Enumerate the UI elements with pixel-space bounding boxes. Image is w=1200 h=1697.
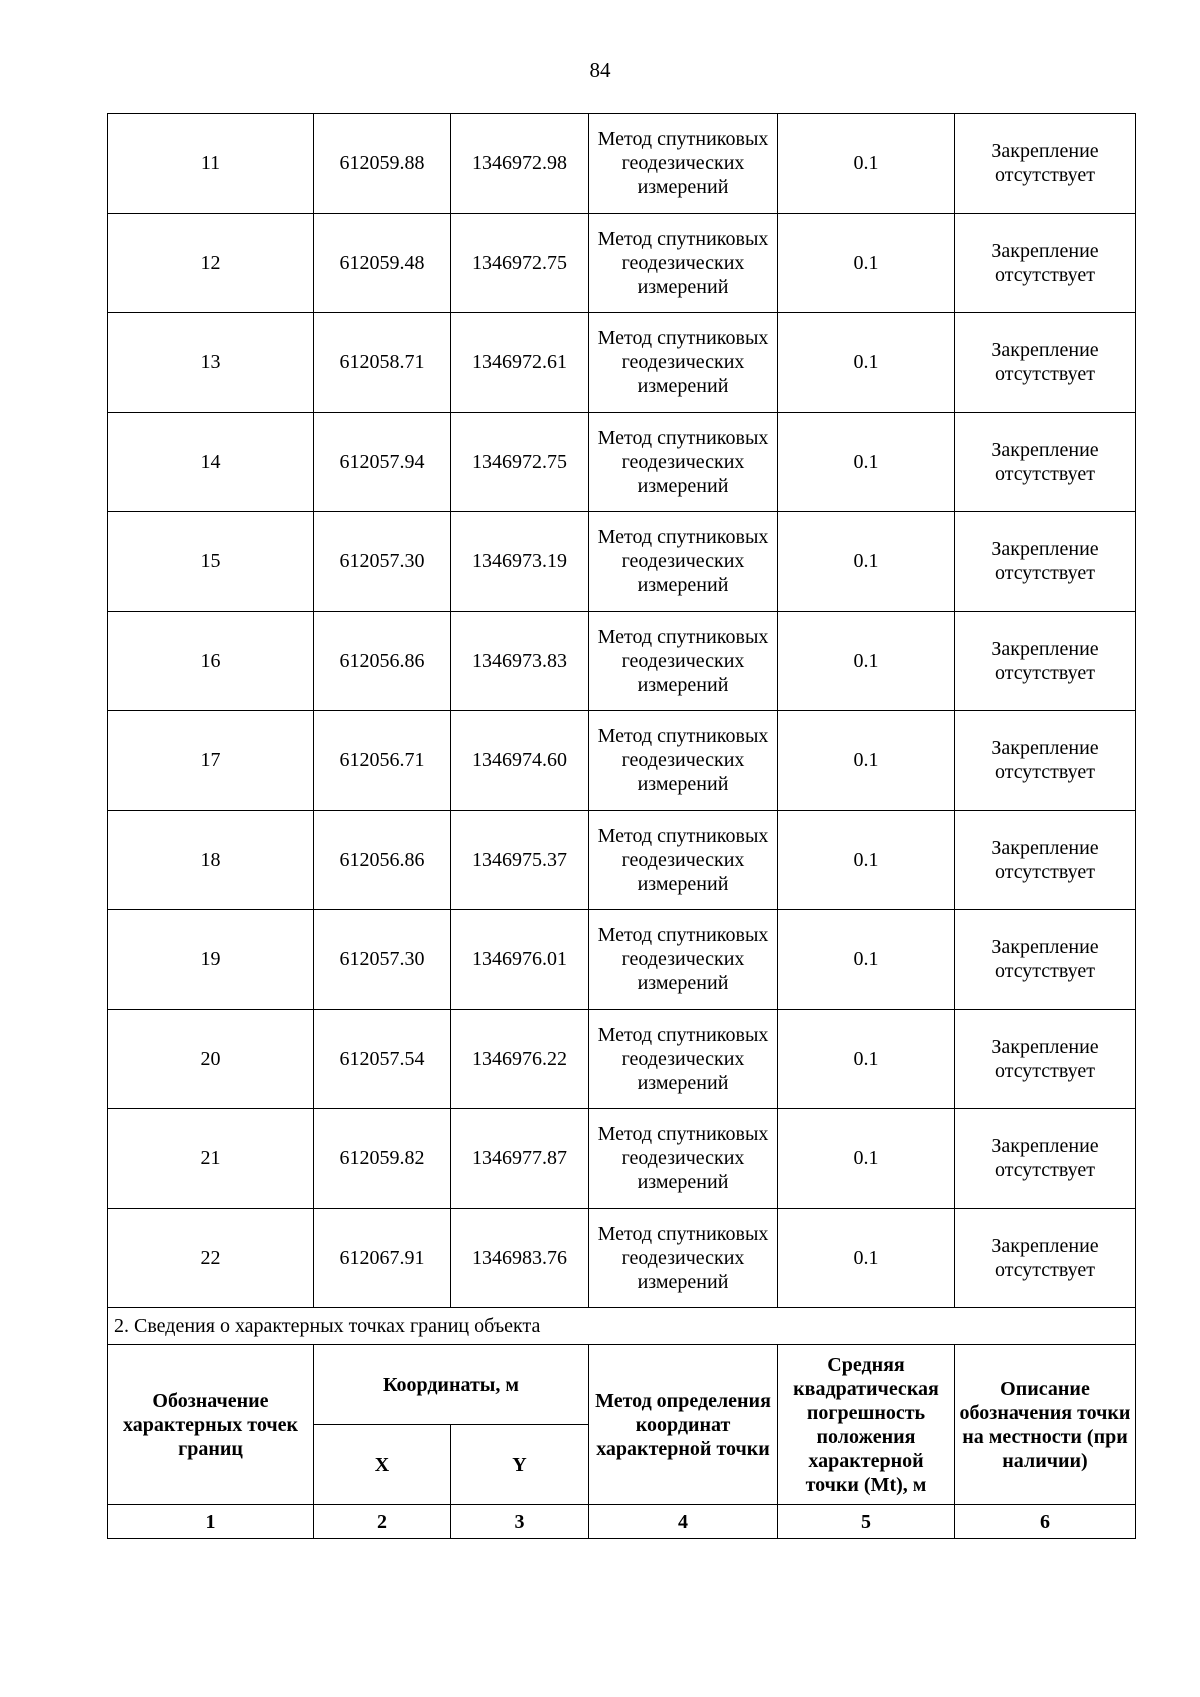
coord-x: 612059.48: [314, 213, 451, 313]
table-row: [108, 213, 1136, 313]
point-number: 22: [108, 1208, 314, 1308]
point-number: 13: [108, 313, 314, 413]
coord-y: 1346972.75: [451, 412, 589, 512]
mt-value: 0.1: [778, 810, 955, 910]
table-row: [108, 1109, 1136, 1209]
coord-x: 612059.82: [314, 1109, 451, 1209]
description-cell: Закрепление отсутствует: [955, 1208, 1136, 1308]
coord-x: 612057.54: [314, 1009, 451, 1109]
coord-x: 612057.30: [314, 910, 451, 1010]
method-cell: Метод спутниковых геодезических измерений: [589, 213, 778, 313]
mt-value: 0.1: [778, 412, 955, 512]
coord-y: 1346977.87: [451, 1109, 589, 1209]
coord-x: 612057.30: [314, 512, 451, 612]
point-number: 14: [108, 412, 314, 512]
description-cell: Закрепление отсутствует: [955, 313, 1136, 413]
method-cell: Метод спутниковых геодезических измерений: [589, 114, 778, 214]
description-cell: Закрепление отсутствует: [955, 114, 1136, 214]
description-cell: Закрепление отсутствует: [955, 910, 1136, 1010]
table-row: [108, 313, 1136, 413]
coord-y: 1346972.75: [451, 213, 589, 313]
header-x: X: [314, 1425, 451, 1505]
table-row: [108, 711, 1136, 811]
description-cell: Закрепление отсутствует: [955, 611, 1136, 711]
table-body: [108, 114, 1136, 1308]
column-number: 1: [108, 1505, 314, 1539]
header-row: [108, 1345, 1136, 1425]
coord-y: 1346976.01: [451, 910, 589, 1010]
coord-y: 1346972.98: [451, 114, 589, 214]
coord-x: 612059.88: [314, 114, 451, 214]
description-cell: Закрепление отсутствует: [955, 1109, 1136, 1209]
table-row: [108, 1009, 1136, 1109]
method-cell: Метод спутниковых геодезических измерений: [589, 611, 778, 711]
method-cell: Метод спутниковых геодезических измерений: [589, 1009, 778, 1109]
coord-x: 612058.71: [314, 313, 451, 413]
column-number-row: [108, 1505, 1136, 1539]
method-cell: Метод спутниковых геодезических измерений: [589, 810, 778, 910]
table-row: [108, 114, 1136, 214]
header-method: Метод определения координат характерной точки: [589, 1345, 778, 1505]
method-cell: Метод спутниковых геодезических измерений: [589, 1109, 778, 1209]
mt-value: 0.1: [778, 910, 955, 1010]
coord-y: 1346973.83: [451, 611, 589, 711]
point-number: 21: [108, 1109, 314, 1209]
point-number: 15: [108, 512, 314, 612]
page-number: 84: [589, 58, 611, 82]
point-number: 12: [108, 213, 314, 313]
point-number: 20: [108, 1009, 314, 1109]
column-number: 4: [589, 1505, 778, 1539]
mt-value: 0.1: [778, 611, 955, 711]
description-cell: Закрепление отсутствует: [955, 711, 1136, 811]
method-cell: Метод спутниковых геодезических измерений: [589, 412, 778, 512]
coord-y: 1346976.22: [451, 1009, 589, 1109]
point-number: 16: [108, 611, 314, 711]
section-2: [108, 1308, 1136, 1539]
table-row: [108, 810, 1136, 910]
coord-y: 1346974.60: [451, 711, 589, 811]
mt-value: 0.1: [778, 711, 955, 811]
mt-value: 0.1: [778, 313, 955, 413]
method-cell: Метод спутниковых геодезических измерений: [589, 1208, 778, 1308]
mt-value: 0.1: [778, 114, 955, 214]
table-row: [108, 611, 1136, 711]
mt-value: 0.1: [778, 1208, 955, 1308]
mt-value: 0.1: [778, 1009, 955, 1109]
coord-y: 1346975.37: [451, 810, 589, 910]
column-number: 5: [778, 1505, 955, 1539]
mt-value: 0.1: [778, 1109, 955, 1209]
description-cell: Закрепление отсутствует: [955, 512, 1136, 612]
description-cell: Закрепление отсутствует: [955, 213, 1136, 313]
header-designation: Обозначение характерных точек границ: [108, 1345, 314, 1505]
point-number: 17: [108, 711, 314, 811]
column-number: 6: [955, 1505, 1136, 1539]
table-row: [108, 512, 1136, 612]
coord-x: 612056.86: [314, 810, 451, 910]
description-cell: Закрепление отсутствует: [955, 810, 1136, 910]
method-cell: Метод спутниковых геодезических измерений: [589, 512, 778, 612]
mt-value: 0.1: [778, 512, 955, 612]
header-mt: Средняя квадратическая погрешность положения характерной точки (Mt), м: [778, 1345, 955, 1505]
header-description: Описание обозначения точки на местности (при наличии): [955, 1345, 1136, 1505]
coord-x: 612067.91: [314, 1208, 451, 1308]
column-number: 3: [451, 1505, 589, 1539]
coord-x: 612056.86: [314, 611, 451, 711]
column-number: 2: [314, 1505, 451, 1539]
header-coordinates: Координаты, м: [314, 1345, 589, 1425]
coord-y: 1346983.76: [451, 1208, 589, 1308]
coord-y: 1346972.61: [451, 313, 589, 413]
table-row: [108, 910, 1136, 1010]
description-cell: Закрепление отсутствует: [955, 412, 1136, 512]
table-row: [108, 1208, 1136, 1308]
mt-value: 0.1: [778, 213, 955, 313]
coord-x: 612056.71: [314, 711, 451, 811]
section-title-row: [108, 1308, 1136, 1345]
coord-x: 612057.94: [314, 412, 451, 512]
coord-y: 1346973.19: [451, 512, 589, 612]
point-number: 19: [108, 910, 314, 1010]
section-title: 2. Сведения о характерных точках границ объекта: [108, 1308, 1136, 1345]
point-number: 18: [108, 810, 314, 910]
point-number: 11: [108, 114, 314, 214]
boundary-points-table: [107, 113, 1136, 1539]
method-cell: Метод спутниковых геодезических измерений: [589, 910, 778, 1010]
method-cell: Метод спутниковых геодезических измерений: [589, 711, 778, 811]
header-y: Y: [451, 1425, 589, 1505]
description-cell: Закрепление отсутствует: [955, 1009, 1136, 1109]
table-row: [108, 412, 1136, 512]
method-cell: Метод спутниковых геодезических измерений: [589, 313, 778, 413]
